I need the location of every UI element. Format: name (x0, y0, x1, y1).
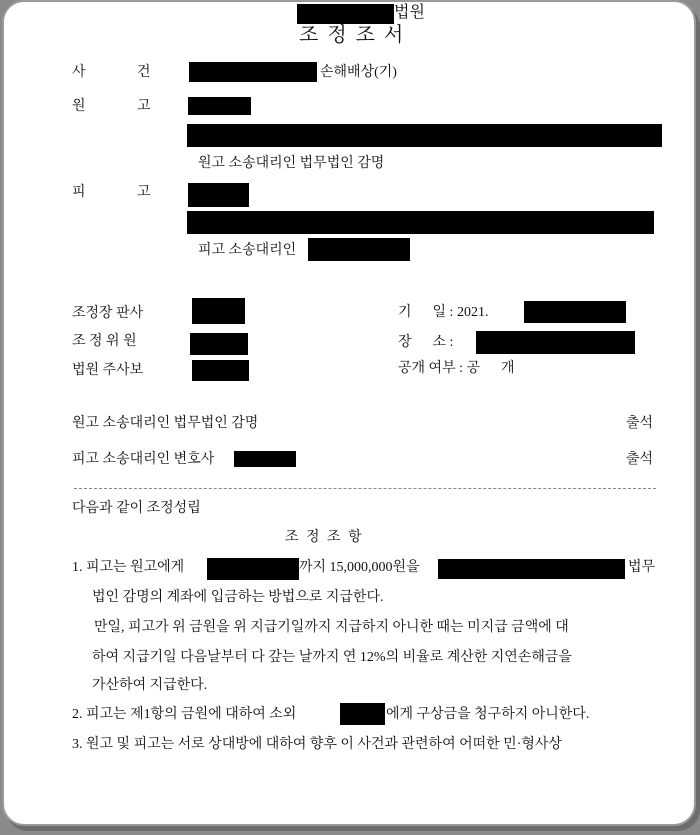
case-label-1: 사 (72, 65, 86, 80)
settlement-heading: 조 정 조 항 (285, 530, 364, 545)
settlement-intro: 다음과 같이 조정성립 (72, 501, 201, 516)
redaction-account (438, 559, 625, 579)
defendant-label-2: 고 (137, 185, 151, 200)
redaction-payment-date (207, 558, 299, 580)
redaction-defendant-address (187, 211, 654, 234)
redaction-judge (192, 298, 245, 324)
redaction-mediator (190, 333, 248, 355)
plaintiff-attendance: 원고 소송대리인 법무법인 감명 (72, 416, 259, 431)
redaction-court-name (297, 4, 394, 24)
redaction-case-number (189, 62, 317, 82)
item1-line1-c: 법무 (628, 560, 656, 575)
redaction-place (476, 331, 635, 354)
plaintiff-counsel: 원고 소송대리인 법무법인 감명 (198, 156, 385, 171)
redaction-third-party (340, 703, 385, 725)
defendant-attendance-status: 출석 (626, 452, 654, 467)
redaction-defendant-counsel (308, 238, 410, 261)
defendant-counsel: 피고 소송대리인 (198, 243, 297, 258)
item2-a: 2. 피고는 제1항의 금원에 대하여 소외 (72, 707, 297, 722)
item1-line1-a: 1. 피고는 원고에게 (72, 560, 185, 575)
public-label: 공개 여부 : 공 개 (398, 361, 515, 376)
redaction-date (524, 301, 626, 323)
redaction-plaintiff-address (187, 124, 662, 147)
place-label: 장 소 : (398, 335, 454, 350)
item1-line3: 만일, 피고가 위 금원을 위 지급기일까지 지급하지 아니한 때는 미지급 금액에 대 (94, 620, 569, 635)
clerk-label: 법원 주사보 (72, 363, 144, 378)
item3: 3. 원고 및 피고는 서로 상대방에 대하여 향후 이 사건과 관련하여 어떠한 민·형사상 (72, 737, 562, 752)
redaction-plaintiff-name (188, 97, 251, 115)
plaintiff-label-1: 원 (72, 99, 86, 114)
mediator-label: 조 정 위 원 (72, 334, 137, 349)
judge-label: 조정장 판사 (72, 306, 144, 321)
court-suffix: 법원 (394, 4, 425, 21)
redaction-defendant-lawyer (234, 451, 296, 467)
document-title: 조 정 조 서 (299, 24, 406, 46)
item2-b: 에게 구상금을 청구하지 아니한다. (386, 707, 590, 722)
document-page (2, 0, 696, 826)
date-label: 기 일 : 2021. (398, 305, 489, 320)
item1-line4: 하여 지급기일 다음날부터 다 갚는 날까지 연 12%의 비율로 계산한 지연손해금을 (92, 650, 572, 665)
item1-line2: 법인 감명의 계좌에 입금하는 방법으로 지급한다. (92, 590, 384, 605)
case-name: 손해배상(기) (320, 65, 397, 80)
divider (74, 488, 656, 489)
item1-line1-b: 까지 15,000,000원을 (299, 560, 420, 575)
redaction-defendant-name (188, 183, 249, 207)
plaintiff-attendance-status: 출석 (626, 416, 654, 431)
item1-line5: 가산하여 지급한다. (92, 678, 208, 693)
defendant-label-1: 피 (72, 185, 86, 200)
defendant-attendance: 피고 소송대리인 변호사 (72, 452, 215, 467)
plaintiff-label-2: 고 (137, 99, 151, 114)
case-label-2: 건 (137, 65, 151, 80)
redaction-clerk (192, 360, 249, 381)
